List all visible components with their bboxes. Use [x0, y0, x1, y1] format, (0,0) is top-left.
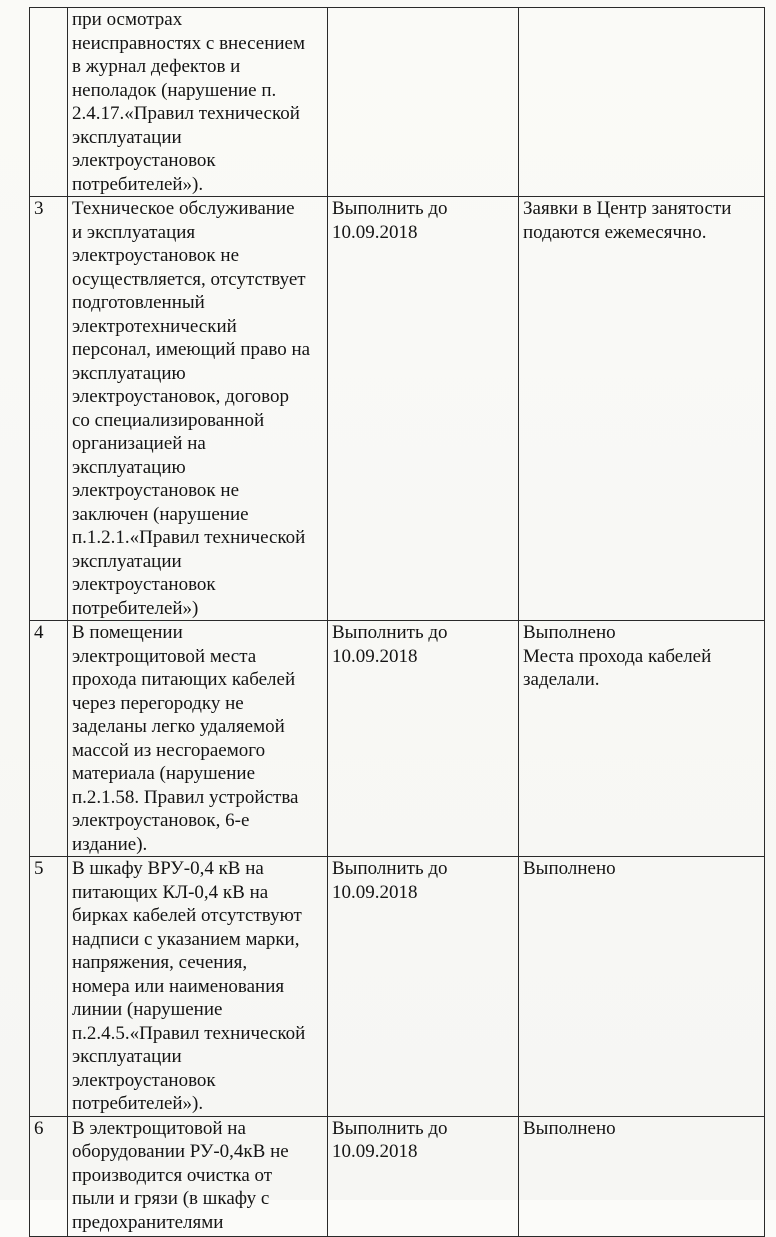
- deadline: [328, 197, 519, 621]
- result-note: [519, 8, 765, 197]
- text-line: прохода питающих кабелей: [72, 669, 296, 690]
- row-number: [30, 8, 68, 197]
- text-line: со специализированной: [72, 409, 265, 431]
- text-line: организацией на: [72, 433, 206, 454]
- text-line: электроустановок: [72, 1069, 216, 1091]
- text-line: электроустановок: [72, 574, 216, 595]
- text-line: надписи с указанием марки,: [72, 928, 300, 950]
- row-number: 3: [30, 197, 68, 621]
- remarks-table-body: [30, 8, 765, 1237]
- text-line: Заявки в Центр занятости: [523, 198, 732, 219]
- text-line: В помещении: [72, 622, 183, 643]
- text-line: электроустановок, договор: [72, 386, 289, 407]
- text-line: подаются ежемесячно.: [523, 221, 707, 243]
- text-line: эксплуатацию: [72, 362, 186, 384]
- text-line: пыли и грязи (в шкафу с: [72, 1188, 270, 1209]
- text-line: линии (нарушение: [72, 999, 223, 1020]
- text-line: эксплуатации: [72, 550, 182, 572]
- text-line: эксплуатации: [72, 1046, 182, 1067]
- violation-description: [68, 197, 328, 621]
- text-line: массой из несгораемого: [72, 739, 266, 761]
- deadline: [328, 1116, 519, 1236]
- result-note: [519, 857, 765, 1117]
- text-line: В шкафу ВРУ-0,4 кВ на: [72, 858, 264, 879]
- violation-description: [68, 621, 328, 857]
- text-line: электроустановок: [72, 150, 216, 171]
- text-line: заключен (нарушение: [72, 503, 249, 525]
- text-line: 10.09.2018: [332, 1141, 418, 1162]
- text-line: потребителей»).: [72, 173, 204, 195]
- text-line: Выполнить до: [332, 622, 448, 643]
- text-line: п.1.2.1.«Правил технической: [72, 527, 306, 548]
- text-line: подготовленный: [72, 292, 205, 313]
- text-line: и эксплуатация: [72, 221, 196, 243]
- row-number: 4: [30, 621, 68, 857]
- text-line: Выполнить до: [332, 1117, 448, 1139]
- text-line: персонал, имеющий право на: [72, 339, 311, 360]
- text-line: потребителей»).: [72, 1093, 204, 1114]
- text-line: 10.09.2018: [332, 881, 418, 903]
- result-note: [519, 621, 765, 857]
- row-number: 6: [30, 1116, 68, 1236]
- remarks-table: [29, 7, 765, 1237]
- text-line: питающих КЛ-0,4 кВ на: [72, 881, 269, 903]
- text-line: п.2.4.5.«Правил технической: [72, 1022, 306, 1044]
- text-line: неполадок (нарушение п.: [72, 79, 277, 101]
- text-line: эксплуатацию: [72, 456, 186, 478]
- text-line: Выполнено: [523, 622, 616, 643]
- text-line: Выполнить до: [332, 858, 448, 879]
- result-note: [519, 197, 765, 621]
- text-line: оборудовании РУ-0,4кВ не: [72, 1141, 289, 1162]
- text-line: Места прохода кабелей: [523, 645, 712, 667]
- violation-description: [68, 857, 328, 1117]
- table-row: [30, 1116, 765, 1236]
- table-row: [30, 8, 765, 197]
- table-row: [30, 857, 765, 1117]
- text-line: неисправностях с внесением: [72, 32, 306, 54]
- text-line: 2.4.17.«Правил технической: [72, 103, 300, 124]
- text-line: п.2.1.58. Правил устройства: [72, 786, 299, 808]
- text-line: эксплуатации: [72, 126, 182, 148]
- text-line: 10.09.2018: [332, 645, 418, 667]
- deadline: [328, 8, 519, 197]
- text-line: издание).: [72, 833, 148, 855]
- deadline: [328, 857, 519, 1117]
- text-line: материала (нарушение: [72, 763, 256, 784]
- text-line: номера или наименования: [72, 975, 285, 997]
- text-line: 10.09.2018: [332, 221, 418, 243]
- text-line: осуществляется, отсутствует: [72, 268, 306, 290]
- text-line: через перегородку не: [72, 692, 244, 714]
- text-line: В электрощитовой на: [72, 1117, 246, 1139]
- text-line: Выполнено: [523, 1117, 616, 1139]
- row-number: 5: [30, 857, 68, 1117]
- text-line: заделаны легко удаляемой: [72, 716, 285, 737]
- text-line: производится очистка от: [72, 1164, 273, 1186]
- text-line: электроустановок, 6-е: [72, 810, 250, 831]
- text-line: напряжения, сечения,: [72, 952, 248, 973]
- result-note: [519, 1116, 765, 1236]
- table-row: [30, 197, 765, 621]
- text-line: Выполнить до: [332, 198, 448, 219]
- text-line: заделали.: [523, 669, 600, 690]
- violation-description: [68, 8, 328, 197]
- deadline: [328, 621, 519, 857]
- text-line: электроустановок не: [72, 245, 240, 266]
- text-line: электрощитовой места: [72, 645, 257, 667]
- text-line: Техническое обслуживание: [72, 198, 295, 219]
- text-line: электротехнический: [72, 315, 237, 337]
- text-line: Выполнено: [523, 858, 616, 879]
- text-line: в журнал дефектов и: [72, 56, 241, 77]
- text-line: потребителей»): [72, 597, 199, 619]
- text-line: предохранителями: [72, 1211, 224, 1233]
- text-line: при осмотрах: [72, 9, 183, 30]
- violation-description: [68, 1116, 328, 1236]
- table-row: [30, 621, 765, 857]
- text-line: электроустановок не: [72, 480, 240, 501]
- text-line: бирках кабелей отсутствуют: [72, 905, 302, 926]
